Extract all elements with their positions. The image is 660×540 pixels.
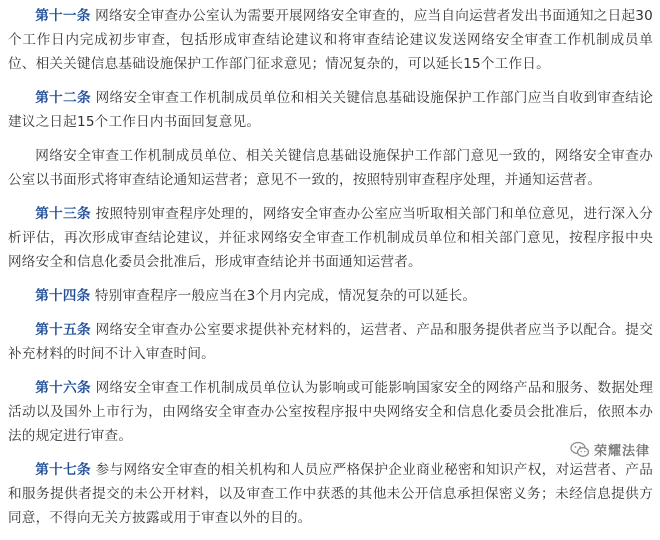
document-body (8, 4, 653, 540)
paragraph-article-14 (8, 284, 653, 308)
article-number: 第十三条 (35, 206, 91, 222)
article-number: 第十六条 (35, 380, 91, 396)
article-text: 参与网络安全审查的相关机构和人员应严格保护企业商业秘密和知识产权，对运营者、产品和服务提供者提交的未公开材料，以及审查工作中获悉的其他未公开信息承担保密义务；未经信息提供方同意，不得向无关方披露或用于审查以外的目的。 (8, 462, 653, 526)
paragraph-article-16 (8, 376, 653, 448)
wechat-watermark (568, 439, 654, 460)
paragraph-article-12 (8, 86, 653, 134)
article-text: 网络安全审查工作机制成员单位认为影响或可能影响国家安全的网络产品和服务、数据处理活动以及国外上市行为，由网络安全审查办公室按程序报中央网络安全和信息化委员会批准后，依照本办法的规定进行审查。 (8, 380, 653, 444)
paragraph-article-17 (8, 458, 653, 530)
paragraph-article-12-continued (8, 144, 653, 192)
paragraph-article-13 (8, 202, 653, 274)
article-text: 按照特别审查程序处理的，网络安全审查办公室应当听取相关部门和单位意见，进行深入分析评估，再次形成审查结论建议，并征求网络安全审查工作机制成员单位和相关部门意见，按程序报中央网络安全和信息化委员会批准后，形成审查结论并书面通知运营者。 (8, 206, 653, 270)
article-text: 网络安全审查办公室要求提供补充材料的，运营者、产品和服务提供者应当予以配合。提交补充材料的时间不计入审查时间。 (8, 322, 653, 362)
article-text: 网络安全审查工作机制成员单位和相关关键信息基础设施保护工作部门应当自收到审查结论建议之日起15个工作日内书面回复意见。 (8, 90, 653, 130)
article-number: 第十二条 (35, 90, 91, 106)
article-number: 第十一条 (35, 8, 91, 24)
article-text: 网络安全审查办公室认为需要开展网络安全审查的，应当自向运营者发出书面通知之日起30个工作日内完成初步审查，包括形成审查结论建议和将审查结论建议发送网络安全审查工作机制成员单位、相关关键信息基础设施保护工作部门征求意见；情况复杂的，可以延长15个工作日。 (8, 8, 653, 72)
article-number: 第十七条 (35, 462, 91, 478)
paragraph-article-15 (8, 318, 653, 366)
article-text: 网络安全审查工作机制成员单位、相关关键信息基础设施保护工作部门意见一致的，网络安全审查办公室以书面形式将审查结论通知运营者；意见不一致的，按照特别审查程序处理，并通知运营者。 (8, 148, 653, 188)
watermark-label: 荣耀法律 (593, 444, 650, 459)
wechat-icon (570, 441, 590, 459)
article-text: 特别审查程序一般应当在3个月内完成，情况复杂的可以延长。 (90, 288, 477, 304)
article-number: 第十五条 (35, 322, 91, 338)
paragraph-article-11 (8, 4, 653, 76)
article-number: 第十四条 (35, 288, 91, 304)
